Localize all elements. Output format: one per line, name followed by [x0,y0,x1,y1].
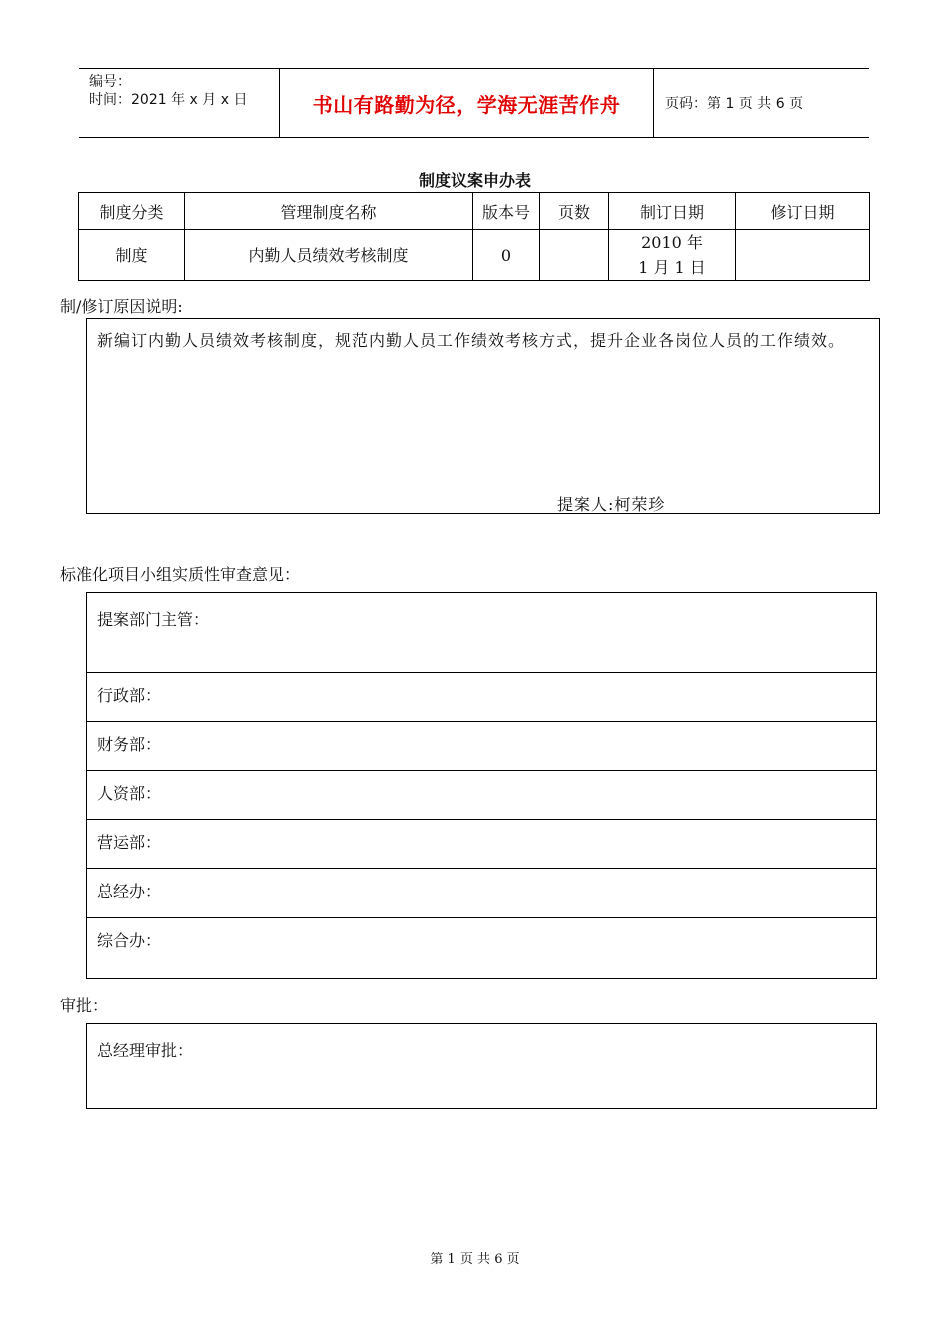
review-row-operations: 营运部： [87,820,876,869]
header-meta [79,69,280,137]
review-row-dept-head: 提案部门主管： [87,593,876,673]
proposer: 提案人:柯荣珍 [557,495,666,514]
review-row-gm-office: 总经办： [87,869,876,918]
number-label: 编号： [89,74,131,90]
review-row-general-office: 综合办： [97,931,162,950]
review-row-finance: 财务部： [87,722,876,771]
table-header-row [79,193,870,230]
name-cell: 内勤人员绩效考核制度 [185,230,473,281]
table-header-cell: 版本号 [473,193,540,230]
reason-label: 制/修订原因说明: [60,297,183,316]
header-page-info: 页码：第 1 页 共 6 页 [665,96,804,112]
made-date-cell [609,230,736,281]
document-header [79,68,869,138]
made-date-line1: 2010 年 [641,233,703,252]
review-box [86,592,877,979]
header-motto: 书山有路勤为径，学海无涯苦作舟 [280,69,654,137]
table-header-cell: 制订日期 [609,193,736,230]
review-row-admin: 行政部： [87,673,876,722]
approval-label: 审批： [60,996,109,1015]
table-header-cell: 管理制度名称 [185,193,473,230]
page-footer: 第 1 页 共 6 页 [430,1252,520,1267]
category-cell: 制度 [79,230,185,281]
review-row-hr: 人资部： [87,771,876,820]
approval-box [86,1023,877,1109]
review-label: 标准化项目小组实质性审查意见： [60,565,301,584]
table-header-cell: 修订日期 [736,193,870,230]
reason-box [86,318,880,514]
pages-cell [540,230,609,281]
reason-text: 新编订内勤人员绩效考核制度，规范内勤人员工作绩效考核方式，提升企业各岗位人员的工作绩效。 [97,331,846,350]
table-header-cell: 制度分类 [79,193,185,230]
made-date-line2: 1 月 1 日 [638,258,706,277]
regulation-table [78,192,870,281]
version-cell: 0 [473,230,540,281]
form-title: 制度议案申办表 [418,171,531,190]
table-header-cell: 页数 [540,193,609,230]
time-label: 时间：2021 年 x 月 x 日 [89,92,248,108]
table-row [79,230,870,281]
gm-approval: 总经理审批： [97,1041,194,1060]
revised-date-cell [736,230,870,281]
